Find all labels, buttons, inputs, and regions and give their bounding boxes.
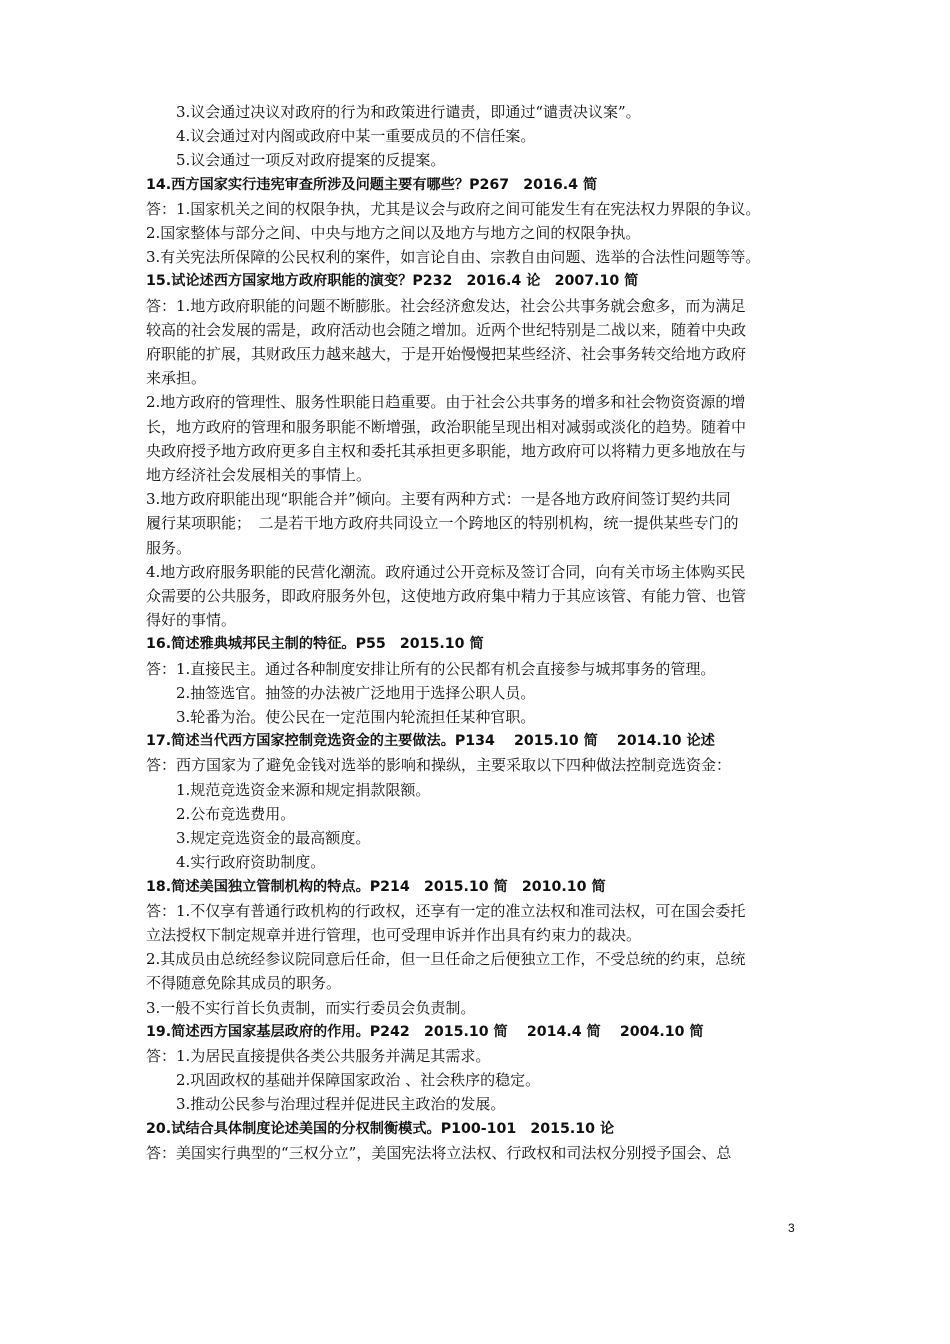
question-heading: 17.简述当代西方国家控制竞选资金的主要做法。P134 2015.10 简 2014.10 论述 (146, 733, 715, 750)
text-line: 来承担。 (146, 369, 207, 388)
text-line: 3.推动公民参与治理过程并促进民主政治的发展。 (176, 1095, 506, 1114)
text-line: 2.抽签选官。抽签的办法被广泛地用于选择公职人员。 (176, 683, 536, 702)
text-line: 履行某项职能； 二是若干地方政府共同设立一个跨地区的特别机构，统一提供某些专门的 (146, 514, 739, 533)
text-line: 立法授权下制定规章并进行管理，也可受理申诉并作出具有约束力的裁决。 (146, 925, 642, 944)
text-line: 较高的社会发展的需是，政府活动也会随之增加。近两个世纪特别是二战以来，随着中央政 (146, 320, 747, 339)
question-heading: 16.简述雅典城邦民主制的特征。P55 2015.10 简 (146, 636, 484, 653)
text-line: 不得随意免除其成员的职务。 (146, 974, 342, 993)
text-line: 4.实行政府资助制度。 (176, 853, 326, 872)
text-line: 2.国家整体与部分之间、中央与地方之间以及地方与地方之间的权限争执。 (146, 224, 641, 243)
question-heading: 19.简述西方国家基层政府的作用。P242 2015.10 简 2014.4 简 2004.10 简 (146, 1023, 704, 1040)
text-line: 央政府授予地方政府更多自主权和委托其承担更多职能，地方政府可以将精力更多地放在与 (146, 441, 747, 460)
text-line: 4.地方政府服务职能的民营化潮流。政府通过公开竞标及签订合同，向有关市场主体购买民 (146, 562, 746, 581)
text-line: 答：1.国家机关之间的权限争执，尤其是议会与政府之间可能发生有在宪法权力界限的争议。 (146, 199, 761, 218)
text-line: 2.公布竞选费用。 (176, 804, 296, 823)
question-heading: 18.简述美国独立管制机构的特点。P214 2015.10 简 2010.10 简 (146, 878, 606, 895)
question-heading: 15.试论述西方国家地方政府职能的演变？P232 2016.4 论 2007.10 简 (146, 273, 639, 290)
text-line: 3.有关宪法所保障的公民权利的案件，如言论自由、宗教自由问题、选举的合法性问题等等。 (146, 248, 761, 267)
text-line: 长，地方政府的管理和服务职能不断增强，政治职能呈现出相对减弱或淡化的趋势。随着中 (146, 417, 747, 436)
document-body (146, 100, 826, 1165)
text-line: 答：1.为居民直接提供各类公共服务并满足其需求。 (146, 1046, 491, 1065)
text-line: 答：1.直接民主。通过各种制度安排让所有的公民都有机会直接参与城邦事务的管理。 (146, 659, 716, 678)
text-line: 得好的事情。 (146, 611, 237, 630)
text-line: 答：西方国家为了避免金钱对选举的影响和操纵，主要采取以下四种做法控制竞选资金： (146, 756, 732, 775)
text-line: 2.地方政府的管理性、服务性职能日趋重要。由于社会公共事务的增多和社会物资资源的增 (146, 393, 746, 412)
text-line: 服务。 (146, 538, 192, 557)
text-line: 答：美国实行典型的“三权分立”，美国宪法将立法权、行政权和司法权分别授予国会、总 (146, 1143, 732, 1162)
question-heading: 14.西方国家实行违宪审查所涉及问题主要有哪些？P267 2016.4 简 (146, 176, 598, 193)
text-line: 2.其成员由总统经参议院同意后任命，但一旦任命之后便独立工作，不受总统的约束，总统 (146, 950, 746, 969)
text-line: 3.轮番为治。使公民在一定范围内轮流担任某种官职。 (176, 708, 536, 727)
text-line: 4.议会通过对内阁或政府中某一重要成员的不信任案。 (176, 127, 536, 146)
text-line: 3.规定竞选资金的最高额度。 (176, 829, 371, 848)
question-heading: 20.试结合具体制度论述美国的分权制衡模式。P100-101 2015.10 论 (146, 1120, 615, 1137)
text-line: 众需要的公共服务，即政府服务外包，这使地方政府集中精力于其应该管、有能力管、也管 (146, 587, 747, 606)
text-line: 1.规范竞选资金来源和规定捐款限额。 (176, 780, 431, 799)
text-line: 答：1.地方政府职能的问题不断膨胀。社会经济愈发达，社会公共事务就会愈多，而为满足 (146, 296, 746, 315)
text-line: 地方经济社会发展相关的事情上。 (146, 466, 372, 485)
text-line: 3.一般不实行首长负责制，而实行委员会负责制。 (146, 998, 476, 1017)
page-number: 3 (788, 1221, 795, 1235)
text-line: 3.议会通过决议对政府的行为和政策进行谴责，即通过“谴责决议案”。 (176, 103, 641, 121)
text-line: 5.议会通过一项反对政府提案的反提案。 (176, 151, 446, 170)
text-line: 2.巩固政权的基础并保障国家政治 、社会秩序的稳定。 (176, 1071, 541, 1090)
text-line: 答：1.不仅享有普通行政机构的行政权，还享有一定的准立法权和准司法权，可在国会委托 (146, 901, 746, 920)
text-line: 3.地方政府职能出现“职能合并”倾向。主要有两种方式：一是各地方政府间签订契约共同 (146, 490, 731, 509)
text-line: 府职能的扩展，其财政压力越来越大，于是开始慢慢把某些经济、社会事务转交给地方政府 (146, 345, 747, 364)
